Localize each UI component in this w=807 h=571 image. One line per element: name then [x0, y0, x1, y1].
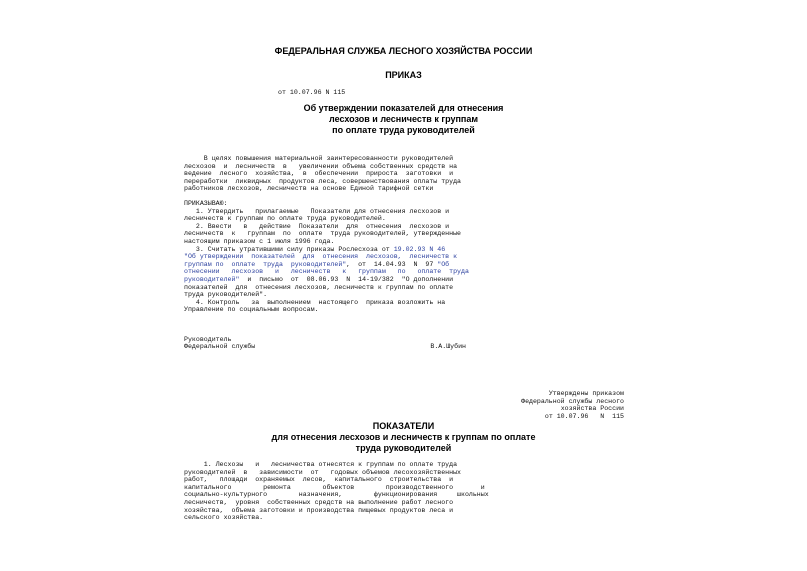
text-line: настоящим приказом с 1 июля 1996 года.	[184, 237, 335, 245]
intro-paragraph	[184, 155, 469, 193]
approval-line: хозяйства России	[560, 405, 624, 413]
order-title-line: Об утверждении показателей для отнесения	[303, 103, 504, 113]
text-line	[184, 268, 469, 276]
approval-stamp-block	[504, 390, 624, 420]
text-line	[184, 261, 469, 269]
order-title-line: по оплате труда руководителей	[332, 125, 475, 135]
annex-title-line: ПОКАЗАТЕЛИ	[372, 421, 435, 431]
text-line: лесничеств, уровня собственных средств на выполнение работ лесного	[184, 498, 454, 506]
text-line	[184, 276, 469, 284]
annex-title	[0, 421, 807, 454]
text-line: переработки ликвидных продуктов леса, совершенствования оплаты труда	[184, 177, 461, 185]
text-line: труда руководителей".	[184, 291, 268, 299]
order-title-line: лесхозов и лесничеств к группам	[328, 114, 479, 124]
text-span: , от 14.04.93 N 97	[346, 260, 438, 268]
order-link-14-04-93-title[interactable]: отнесении лесхозов и лесничеств к группам по оплате труда	[184, 268, 469, 276]
annex-title-line: для отнесения лесхозов и лесничеств к группам по оплате	[271, 432, 536, 442]
text-span: и письмо от 08.06.93 N 14-19/382 "О дополнении	[239, 275, 454, 283]
text-line: работ, площади охраняемых лесов, капитального строительства и	[184, 476, 454, 484]
text-line: социально-культурного назначения, функционирования школьных	[184, 491, 489, 499]
text-line: лесничеств к группам по оплате труда руководителей, утвержденные	[184, 230, 461, 238]
order-link-19-02-93-title[interactable]: "Об утверждении показателей для отнесения лесхозов, лесничеств к	[184, 253, 458, 261]
annex-body	[184, 461, 489, 522]
text-line: ведение лесного хозяйства, в обеспечении прироста заготовки и	[184, 170, 454, 178]
text-line: работников лесхозов, лесничеств на основе Единой тарифной сетки	[184, 185, 434, 193]
text-line: 1. Утвердить прилагаемые Показатели для отнесения лесхозов и	[184, 207, 450, 215]
text-span: 3. Считать утратившими силу приказы Рослесхоза от	[184, 245, 394, 253]
order-link-14-04-93[interactable]: "Об	[437, 260, 450, 268]
order-link-19-02-93[interactable]: 19.02.93 N 46	[393, 245, 446, 253]
approval-line: от 10.07.96 N 115	[544, 412, 624, 420]
text-line: 2. Ввести в действие Показатели для отнесения лесхозов и	[184, 222, 450, 230]
order-body	[184, 155, 469, 351]
order-date-number: от 10.07.96 N 115	[278, 89, 346, 96]
approval-line: Утверждены приказом	[548, 390, 624, 397]
order-word: ПРИКАЗЫВАЮ:	[184, 199, 228, 207]
annex-title-line: труда руководителей	[355, 443, 452, 453]
text-line: лесничеств к группам по оплате труда руководителей.	[184, 215, 386, 223]
order-link-19-02-93-title-end[interactable]: группам по оплате труда руководителей"	[184, 260, 347, 268]
order-link-14-04-93-title-end[interactable]: руководителей"	[184, 275, 240, 283]
text-line	[184, 253, 469, 261]
text-line: В целях повышения материальной заинтересованности руководителей	[184, 155, 454, 162]
text-line: хозяйства, объема заготовки и производства пищевых продуктов леса и	[184, 506, 454, 514]
signer-name: В.А.Шубин	[430, 343, 466, 351]
text-line: руководителей в зависимости от годовых объемов лесохозяйственных	[184, 468, 461, 476]
document-type-heading: ПРИКАЗ	[385, 70, 422, 80]
signer-organization: Федеральной службы	[184, 343, 256, 351]
agency-heading: ФЕДЕРАЛЬНАЯ СЛУЖБА ЛЕСНОГО ХОЗЯЙСТВА РОССИИ	[274, 46, 533, 56]
text-line: Управление по социальным вопросам.	[184, 306, 319, 314]
signature-line	[184, 343, 466, 351]
text-line	[184, 246, 469, 254]
text-line: капитального ремонта объектов производственного и	[184, 483, 485, 491]
text-line: сельского хозяйства.	[184, 514, 264, 522]
approval-line: Федеральной службы лесного	[521, 397, 624, 405]
text-line: лесхозов и лесничеств в увеличении объема собственных средств на	[184, 162, 458, 170]
text-line: 4. Контроль за выполнением настоящего приказа возложить на	[184, 298, 446, 306]
order-title	[0, 103, 807, 136]
signer-title: Руководитель	[184, 335, 232, 343]
text-line: 1. Лесхозы и лесничества отнесятся к группам по оплате труда	[184, 461, 458, 468]
text-line: показателей для отнесения лесхозов, лесничеств к группам по оплате	[184, 283, 454, 291]
